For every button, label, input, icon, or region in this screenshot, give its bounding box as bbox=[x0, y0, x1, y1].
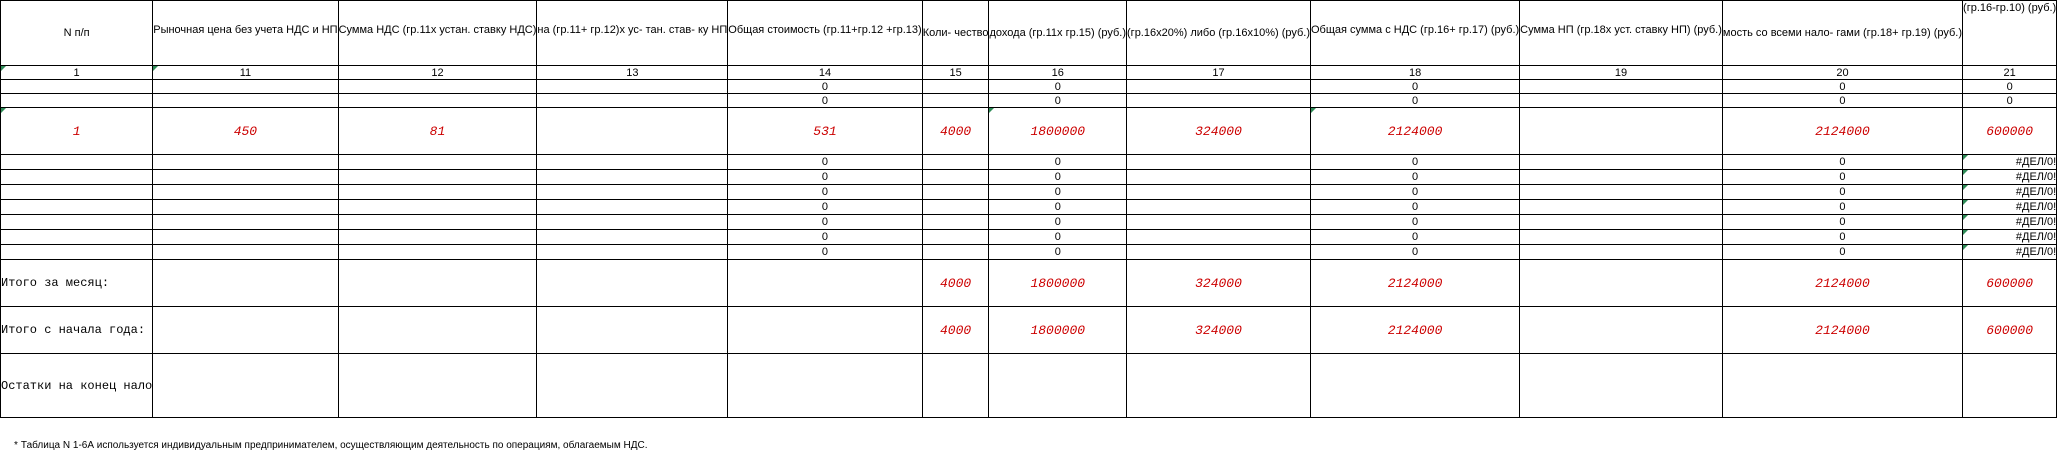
cell[interactable] bbox=[922, 185, 989, 200]
header-np-sum-text: Сумма НП (гр.18х уст. ставку НП) (руб.) bbox=[1520, 24, 1722, 36]
cell[interactable] bbox=[1520, 215, 1723, 230]
table-row bbox=[1, 230, 2057, 245]
column-number-row bbox=[1, 66, 2057, 80]
cell-sum-with-vat[interactable]: 0 bbox=[1311, 80, 1520, 94]
header-vat-amount bbox=[338, 1, 537, 66]
cell[interactable] bbox=[338, 245, 537, 260]
cell[interactable] bbox=[338, 260, 537, 307]
cell[interactable] bbox=[537, 230, 728, 245]
total-year-difference[interactable]: 600000 bbox=[1963, 307, 2057, 354]
total-month-income[interactable]: 1800000 bbox=[989, 260, 1127, 307]
cell-income[interactable]: 0 bbox=[989, 215, 1127, 230]
cell[interactable] bbox=[1722, 354, 1962, 418]
cell[interactable] bbox=[153, 94, 338, 108]
header-total-cost-text: Общая стоимость (гр.11+гр.12 +гр.13) bbox=[728, 24, 922, 36]
cell[interactable] bbox=[728, 354, 922, 418]
cell[interactable] bbox=[537, 170, 728, 185]
cell[interactable] bbox=[1, 94, 153, 108]
total-month-row bbox=[1, 260, 2057, 307]
cell[interactable] bbox=[153, 215, 338, 230]
header-difference: (гр.16-гр.10) (руб.) bbox=[1963, 1, 2057, 66]
header-vat-calc: (гр.16х20%) либо (гр.16х10%) (руб.) bbox=[1127, 1, 1311, 66]
table-row bbox=[1, 94, 2057, 108]
header-total-cost bbox=[728, 1, 922, 66]
cell-difference[interactable]: 0 bbox=[1963, 80, 2057, 94]
header-n: N п/п bbox=[1, 1, 153, 66]
cell[interactable] bbox=[1963, 354, 2057, 418]
cell-income[interactable]: 0 bbox=[989, 94, 1127, 108]
cell-cost-all-taxes[interactable]: 0 bbox=[1722, 200, 1962, 215]
cell[interactable] bbox=[1520, 260, 1723, 307]
col-number: 18 bbox=[1311, 66, 1520, 80]
cell[interactable] bbox=[922, 354, 989, 418]
cell[interactable] bbox=[153, 155, 338, 170]
cell[interactable] bbox=[1520, 94, 1723, 108]
cell-income[interactable]: 0 bbox=[989, 170, 1127, 185]
cell[interactable] bbox=[922, 230, 989, 245]
footnote bbox=[14, 440, 648, 451]
cell-cost-all-taxes[interactable]: 0 bbox=[1722, 245, 1962, 260]
cell[interactable] bbox=[922, 245, 989, 260]
balance-row bbox=[1, 354, 2057, 418]
col-number: 11 bbox=[153, 66, 338, 80]
cell-difference-error[interactable]: #ДЕЛ/0! bbox=[1963, 215, 2057, 230]
total-month-label: Итого за месяц: bbox=[1, 260, 153, 307]
table-row bbox=[1, 155, 2057, 170]
cell[interactable] bbox=[153, 185, 338, 200]
cell-sum-with-vat[interactable]: 0 bbox=[1311, 200, 1520, 215]
col-number: 1 bbox=[1, 66, 153, 80]
cell-total-cost[interactable]: 0 bbox=[728, 94, 922, 108]
cell-income[interactable]: 0 bbox=[989, 80, 1127, 94]
col-number: 15 bbox=[922, 66, 989, 80]
header-sum-with-vat-text: Общая сумма с НДС (гр.16+ гр.17) (руб.) bbox=[1311, 24, 1520, 36]
col-number: 12 bbox=[338, 66, 537, 80]
cell-sum-with-vat[interactable]: 2124000 bbox=[1311, 108, 1520, 155]
header-row bbox=[1, 1, 2057, 66]
cell[interactable] bbox=[338, 80, 537, 94]
cell-income[interactable]: 0 bbox=[989, 245, 1127, 260]
cell[interactable] bbox=[1127, 200, 1311, 215]
cell-cost-all-taxes[interactable]: 0 bbox=[1722, 170, 1962, 185]
cell[interactable] bbox=[728, 260, 922, 307]
cell-cost-all-taxes[interactable]: 0 bbox=[1722, 94, 1962, 108]
cell-total-cost[interactable]: 0 bbox=[728, 170, 922, 185]
header-income: дохода (гр.11х гр.15) (руб.) bbox=[989, 1, 1127, 66]
cell-difference[interactable]: 600000 bbox=[1963, 108, 2057, 155]
header-market-price-text: Рыночная цена без учета НДС и НП bbox=[153, 24, 338, 36]
col-number: 17 bbox=[1127, 66, 1311, 80]
cell-difference[interactable]: 0 bbox=[1963, 94, 2057, 108]
data-row-main bbox=[1, 108, 2057, 155]
cell[interactable] bbox=[537, 80, 728, 94]
cell[interactable] bbox=[922, 94, 989, 108]
cell[interactable] bbox=[1127, 170, 1311, 185]
cell[interactable] bbox=[338, 307, 537, 354]
cell-sum-with-vat[interactable]: 0 bbox=[1311, 245, 1520, 260]
header-quantity: Коли- чество bbox=[922, 1, 989, 66]
cell-difference-error[interactable]: #ДЕЛ/0! bbox=[1963, 245, 2057, 260]
cell[interactable] bbox=[153, 200, 338, 215]
cell-cost-all-taxes[interactable]: 0 bbox=[1722, 80, 1962, 94]
cell[interactable] bbox=[338, 215, 537, 230]
cell[interactable] bbox=[1, 185, 153, 200]
table-row bbox=[1, 200, 2057, 215]
cell[interactable] bbox=[1127, 230, 1311, 245]
col-number: 20 bbox=[1722, 66, 1962, 80]
cell[interactable] bbox=[338, 200, 537, 215]
balance-label: Остатки на конец нало bbox=[1, 354, 153, 418]
cell[interactable] bbox=[537, 354, 728, 418]
cell-total-cost[interactable]: 0 bbox=[728, 215, 922, 230]
footnote-star: * bbox=[14, 440, 18, 451]
cell[interactable] bbox=[537, 245, 728, 260]
cell[interactable] bbox=[1520, 80, 1723, 94]
cell[interactable] bbox=[1127, 245, 1311, 260]
cell-difference-error[interactable]: #ДЕЛ/0! bbox=[1963, 200, 2057, 215]
total-month-vat[interactable]: 324000 bbox=[1127, 260, 1311, 307]
cell[interactable] bbox=[1127, 80, 1311, 94]
cell-sum-with-vat[interactable]: 0 bbox=[1311, 155, 1520, 170]
header-sum-with-vat bbox=[1311, 1, 1520, 66]
table-row bbox=[1, 185, 2057, 200]
cell[interactable] bbox=[1, 200, 153, 215]
cell-income[interactable]: 0 bbox=[989, 230, 1127, 245]
cell[interactable] bbox=[537, 155, 728, 170]
header-vat-amount-text: Сумма НДС (гр.11х устан. ставку НДС) bbox=[338, 24, 537, 36]
cell[interactable] bbox=[153, 260, 338, 307]
cell-market-price[interactable]: 450 bbox=[153, 108, 338, 155]
cell[interactable] bbox=[153, 80, 338, 94]
cell[interactable] bbox=[537, 185, 728, 200]
cell-income[interactable]: 0 bbox=[989, 200, 1127, 215]
cell[interactable] bbox=[1127, 155, 1311, 170]
cell[interactable] bbox=[153, 354, 338, 418]
cell-sum-with-vat[interactable]: 0 bbox=[1311, 185, 1520, 200]
total-year-row bbox=[1, 307, 2057, 354]
total-year-sum-with-vat[interactable]: 2124000 bbox=[1311, 307, 1520, 354]
cell[interactable] bbox=[922, 215, 989, 230]
cell[interactable] bbox=[338, 94, 537, 108]
cell[interactable] bbox=[153, 170, 338, 185]
total-month-sum-with-vat[interactable]: 2124000 bbox=[1311, 260, 1520, 307]
cell-total-cost[interactable]: 531 bbox=[728, 108, 922, 155]
cell[interactable] bbox=[922, 170, 989, 185]
cell-quantity[interactable]: 4000 bbox=[922, 108, 989, 155]
cell-cost-all-taxes[interactable]: 0 bbox=[1722, 185, 1962, 200]
total-month-quantity[interactable]: 4000 bbox=[922, 260, 989, 307]
total-month-cost-all-taxes[interactable]: 2124000 bbox=[1722, 260, 1962, 307]
cell[interactable] bbox=[1127, 215, 1311, 230]
col-number: 19 bbox=[1520, 66, 1723, 80]
cell-difference-error[interactable]: #ДЕЛ/0! bbox=[1963, 230, 2057, 245]
cell[interactable] bbox=[1127, 94, 1311, 108]
cell-sum-with-vat[interactable]: 0 bbox=[1311, 215, 1520, 230]
cell[interactable] bbox=[1520, 354, 1723, 418]
cell-income[interactable]: 1800000 bbox=[989, 108, 1127, 155]
cell-vat-calc[interactable]: 324000 bbox=[1127, 108, 1311, 155]
cell[interactable] bbox=[153, 230, 338, 245]
table-row bbox=[1, 245, 2057, 260]
cell[interactable] bbox=[1127, 354, 1311, 418]
col-number: 21 bbox=[1963, 66, 2057, 80]
cell[interactable] bbox=[989, 354, 1127, 418]
cell[interactable] bbox=[728, 307, 922, 354]
cell[interactable] bbox=[1520, 185, 1723, 200]
col-number: 16 bbox=[989, 66, 1127, 80]
cell-income[interactable]: 0 bbox=[989, 185, 1127, 200]
cell[interactable] bbox=[1520, 200, 1723, 215]
cell[interactable] bbox=[922, 80, 989, 94]
cell-total-cost[interactable]: 0 bbox=[728, 245, 922, 260]
cell-total-cost[interactable]: 0 bbox=[728, 185, 922, 200]
cell[interactable] bbox=[1520, 170, 1723, 185]
cell-income[interactable]: 0 bbox=[989, 155, 1127, 170]
cell[interactable] bbox=[338, 155, 537, 170]
header-market-price bbox=[153, 1, 338, 66]
cell-cost-all-taxes[interactable]: 0 bbox=[1722, 230, 1962, 245]
cell[interactable] bbox=[1520, 307, 1723, 354]
header-sales-tax-text: на (гр.11+ гр.12)х ус- тан. став- ку НП bbox=[537, 24, 728, 36]
cell[interactable] bbox=[338, 230, 537, 245]
footnote-text: Таблица N 1-6А используется индивидуальным предпринимателем, осуществляющим деятельность по операциям, облагаемым НДС. bbox=[20, 440, 648, 451]
cell[interactable] bbox=[537, 307, 728, 354]
total-month-difference[interactable]: 600000 bbox=[1963, 260, 2057, 307]
cell-total-cost[interactable]: 0 bbox=[728, 200, 922, 215]
cell-row-number[interactable]: 1 bbox=[1, 108, 153, 155]
cell[interactable] bbox=[1, 170, 153, 185]
cell[interactable] bbox=[537, 260, 728, 307]
cell[interactable] bbox=[1520, 230, 1723, 245]
total-year-income[interactable]: 1800000 bbox=[989, 307, 1127, 354]
cell-sales-tax[interactable] bbox=[537, 108, 728, 155]
col-number: 14 bbox=[728, 66, 922, 80]
total-year-label: Итого с начала года: bbox=[1, 307, 153, 354]
table-row bbox=[1, 215, 2057, 230]
cell[interactable] bbox=[338, 354, 537, 418]
cell-difference-error[interactable]: #ДЕЛ/0! bbox=[1963, 155, 2057, 170]
cell[interactable] bbox=[1, 155, 153, 170]
cell-total-cost[interactable]: 0 bbox=[728, 230, 922, 245]
cell[interactable] bbox=[537, 200, 728, 215]
cell[interactable] bbox=[1, 245, 153, 260]
cell-cost-all-taxes[interactable]: 0 bbox=[1722, 155, 1962, 170]
cell-cost-all-taxes[interactable]: 2124000 bbox=[1722, 108, 1962, 155]
cell[interactable] bbox=[922, 200, 989, 215]
cell-sum-with-vat[interactable]: 0 bbox=[1311, 230, 1520, 245]
cell[interactable] bbox=[1520, 245, 1723, 260]
cell-np-sum[interactable] bbox=[1520, 108, 1723, 155]
cell-cost-all-taxes[interactable]: 0 bbox=[1722, 215, 1962, 230]
header-cost-all-taxes: мость со всеми нало- гами (гр.18+ гр.19) (руб.) bbox=[1722, 1, 1962, 66]
table-row bbox=[1, 170, 2057, 185]
cell-sum-with-vat[interactable]: 0 bbox=[1311, 94, 1520, 108]
cell[interactable] bbox=[1127, 185, 1311, 200]
table-row bbox=[1, 80, 2057, 94]
header-np-sum bbox=[1520, 1, 1723, 66]
cell[interactable] bbox=[1520, 155, 1723, 170]
cell-vat-amount[interactable]: 81 bbox=[338, 108, 537, 155]
cell-sum-with-vat[interactable]: 0 bbox=[1311, 170, 1520, 185]
cell[interactable] bbox=[153, 245, 338, 260]
cell-difference-error[interactable]: #ДЕЛ/0! bbox=[1963, 170, 2057, 185]
cell[interactable] bbox=[338, 185, 537, 200]
cell-total-cost[interactable]: 0 bbox=[728, 155, 922, 170]
cell-difference-error[interactable]: #ДЕЛ/0! bbox=[1963, 185, 2057, 200]
cell[interactable] bbox=[1, 215, 153, 230]
col-number: 13 bbox=[537, 66, 728, 80]
cell[interactable] bbox=[1, 230, 153, 245]
cell[interactable] bbox=[537, 94, 728, 108]
total-year-quantity[interactable]: 4000 bbox=[922, 307, 989, 354]
total-year-vat[interactable]: 324000 bbox=[1127, 307, 1311, 354]
cell[interactable] bbox=[153, 307, 338, 354]
cell[interactable] bbox=[1, 80, 153, 94]
total-year-cost-all-taxes[interactable]: 2124000 bbox=[1722, 307, 1962, 354]
cell[interactable] bbox=[1311, 354, 1520, 418]
cell[interactable] bbox=[338, 170, 537, 185]
cell[interactable] bbox=[922, 155, 989, 170]
cell[interactable] bbox=[537, 215, 728, 230]
header-sales-tax bbox=[537, 1, 728, 66]
cell-total-cost[interactable]: 0 bbox=[728, 80, 922, 94]
